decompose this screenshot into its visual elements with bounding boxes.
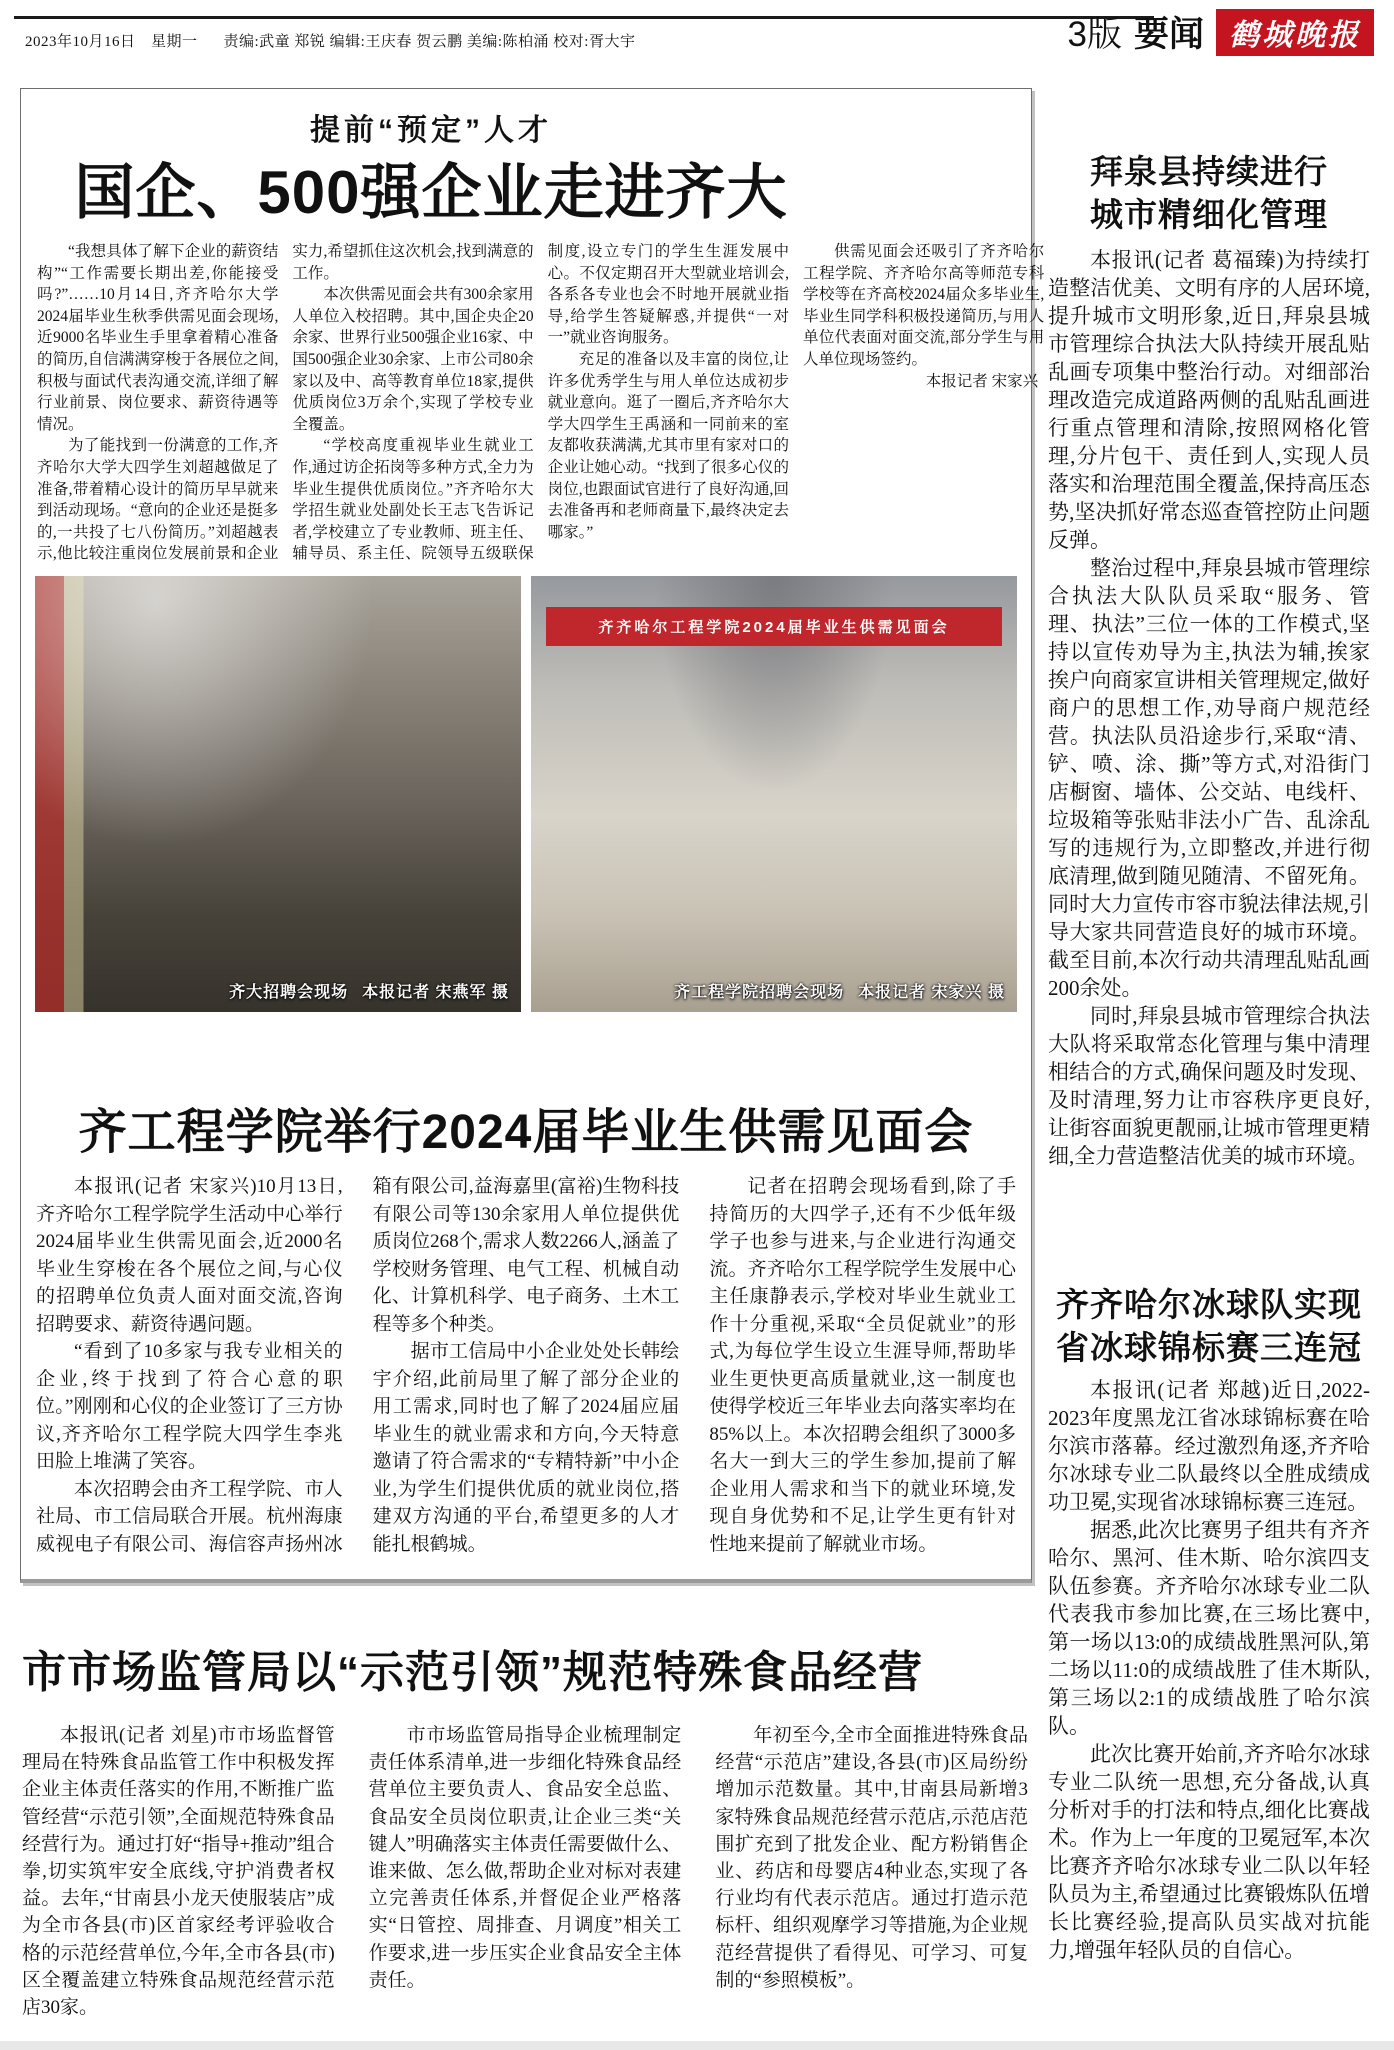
date-text: 2023年10月16日 星期一 [25, 34, 198, 50]
page-number: 3版 [1067, 15, 1122, 54]
title-line: 拜泉县持续进行 [1090, 153, 1328, 190]
newspaper-logo: 鹤城晚报 [1216, 9, 1374, 56]
sidebar-article2-title [1048, 1283, 1370, 1369]
title-line: 省冰球锦标赛三连冠 [1056, 1329, 1362, 1366]
photo-row [35, 576, 1017, 1012]
masthead-group [1068, 7, 1374, 57]
paragraph: 供需见面会还吸引了齐齐哈尔工程学院、齐齐哈尔高等师范专科学校等在齐高校2024届众多毕业生,毕业生同学科积极投递简历,与用人单位代表面对面交流,部分学生与用人单位现场签约。 [802, 243, 1045, 368]
section-label: 要闻 [1133, 15, 1204, 54]
article3-body [22, 1722, 1028, 2050]
paragraph: “学校高度重视毕业生就业工作,通过访企拓岗等多种方式,全力为毕业生提供优质岗位。”齐齐哈尔大学招生就业处副处长王志飞告诉记者,学校建立了专业教师、班主任、辅导员、系主任、院领导五级联保制度,设立专门的学生生涯发展中心。不仅定期召开大型就业培训会,各系各专业也会不时地开展就业指导,给学生答疑解惑,并提供“一对一”就业咨询服务。 [292, 243, 789, 563]
article1-body [37, 241, 1045, 577]
caption-text: 齐工程学院招聘会现场 [674, 984, 845, 1001]
paragraph: 本次招聘会由齐工程学院、市人社局、市工信局联合开展。杭州海康威视电子有限公司、海信容声扬州冰箱有限公司,益海嘉里(富裕)生物科技有限公司等130余家用人单位提供优质岗位268个,需求人数2266人,涵盖了学校财务管理、电气工程、机械自动化、计算机科学、电子商务、土木工程等多个种类。 [36, 1176, 680, 1555]
paragraph: 为了能找到一份满意的工作,齐齐哈尔大学大四学生刘超越做足了准备,带着精心设计的简历早早就来到活动现场。“意向的企业还是挺多的,一共投了七八份简历。”刘超越表示,他比较注重岗位发展前景和企业实力,希望抓住这次机会,找到满意的工作。 [37, 243, 534, 563]
top-articles-box [20, 88, 1045, 1583]
paragraph: 充足的准备以及丰富的岗位,让许多优秀学生与用人单位达成初步就业意向。逛了一圈后,齐齐哈尔大学大四学生王禹涵和一同前来的室友都收获满满,尤其市里有家对口的企业让她心动。“找到了很多心仪的岗位,也跟面试官进行了良好沟通,回去准备再和老师商量下,最终决定去哪家。” [547, 350, 789, 541]
title-line: 城市精细化管理 [1090, 196, 1328, 233]
photo-qigongcheng-jobfair [531, 576, 1017, 1012]
paragraph: 本报讯(记者 宋家兴)10月13日,齐齐哈尔工程学院学生活动中心举行2024届毕业生供需见面会,近2000名毕业生穿梭在各个展位之间,与心仪的招聘单位负责人面对面交流,咨询招聘要求、薪资待遇问题。 [36, 1176, 343, 1335]
paragraph: 据市工信局中小企业处处长韩绘宇介绍,此前局里了解了部分企业的用工需求,同时也了解了2024届应届毕业生的就业需求和方向,今天特意邀请了符合需求的“专精特新”中小企业,为学生们提供优质的就业岗位,搭建双方沟通的平台,希望更多的人才能扎根鹤城。 [372, 1341, 680, 1555]
paragraph: 本次供需见面会共有300余家用人单位入校招聘。其中,国企央企20余家、世界行业500强企业16家、中国500强企业30余家、上市公司80余家以及中、高等教育单位18家,提供优质岗位3万余个,实现了学校专业全覆盖。 [292, 286, 534, 433]
paragraph: “我想具体了解下企业的薪资结构”“工作需要长期出差,你能接受吗?”……10月14日,齐齐哈尔大学2024届毕业生秋季供需见面会现场,近9000名毕业生手里拿着精心准备的简历,自信满满穿梭于各展位之间,积极与面试代表沟通交流,详细了解行业前景、岗位要求、薪资待遇等情况。 [37, 243, 279, 433]
sidebar-article1-title [1048, 150, 1370, 236]
sidebar-article1-body [1048, 246, 1370, 1266]
header-rule [14, 16, 1154, 19]
paragraph: 此次比赛开始前,齐齐哈尔冰球专业二队统一思想,充分备战,认真分析对手的打法和特点,细化比赛战术。作为上一年度的卫冕冠军,本次比赛齐齐哈尔冰球专业二队以年轻队员为主,希望通过比赛锻炼队伍增长比赛经验,提高队员实战对抗能力,增强年轻队员的自信心。 [1048, 1742, 1370, 1962]
photo-caption [674, 979, 1005, 1002]
photo-credit: 本报记者 宋家兴 摄 [858, 984, 1005, 1001]
paragraph: 年初至今,全市全面推进特殊食品经营“示范店”建设,各县(市)区局纷纷增加示范数量。其中,甘南县局新增3家特殊食品规范经营示范店,示范店范围扩充到了批发企业、配方粉销售企业、药店和母婴店4种业态,实现了各行业均有代表示范店。通过打造示范标杆、组织观摩学习等措施,为企业规范经营提供了看得见、可学习、可复制的“参照模板”。 [715, 1725, 1028, 1991]
photo-qida-jobfair [35, 576, 521, 1012]
photo-banner-text: 齐齐哈尔工程学院2024届毕业生供需见面会 [546, 607, 1003, 646]
photo-credit: 本报记者 宋燕军 摄 [362, 984, 509, 1001]
header-dateline [25, 30, 635, 51]
paragraph: “看到了10多家与我专业相关的企业,终于找到了符合心意的职位。”刚刚和心仪的企业签订了三方协议,齐齐哈尔工程学院大四学生李兆田脸上堆满了笑容。 [36, 1341, 343, 1472]
sidebar-article2-body [1048, 1376, 1370, 2041]
title-line: 齐齐哈尔冰球队实现 [1056, 1286, 1362, 1323]
paragraph: 整治过程中,拜泉县城市管理综合执法大队队员采取“服务、管理、执法”三位一体的工作模式,坚持以宣传劝导为主,执法为辅,挨家挨户向商家宣讲相关管理规定,做好商户的思想工作,劝导商户规范经营。执法队员沿途步行,采取“清、铲、喷、涂、撕”等方式,对沿街门店橱窗、墙体、公交站、电线杆、垃圾箱等张贴非法小广告、乱涂乱写的违规行为,立即整改,并进行彻底清理,做到随见随清、不留死角。同时大力宣传市容市貌法律法规,引导大家共同营造良好的城市环境。截至目前,本次行动共清理乱贴乱画200余处。 [1048, 556, 1370, 1000]
paragraph: 同时,拜泉县城市管理综合执法大队将采取常态化管理与集中清理相结合的方式,确保问题及时发现、及时清理,努力让市容秩序更良好,让街容面貌更靓丽,让城市管理更精细,全力营造整洁优美的城市环境。 [1048, 1004, 1370, 1168]
photo-caption [229, 979, 509, 1002]
paragraph: 本报记者 宋家兴 [925, 372, 1039, 390]
paragraph: 市市场监管局指导企业梳理制定责任体系清单,进一步细化特殊食品经营单位主要负责人、食品安全总监、食品安全员岗位职责,让企业三类“关键人”明确落实主体责任需要做什么、谁来做、怎么做,帮助企业对标对表建立完善责任体系,并督促企业严格落实“日管控、周排查、月调度”相关工作要求,进一步压实企业食品安全主体责任。 [368, 1725, 682, 1991]
article1-headline: 国企、500强企业走进齐大 [74, 159, 788, 226]
caption-text: 齐大招聘会现场 [229, 984, 349, 1001]
article3 [22, 1636, 1028, 2050]
article1-kicker: 提前“预定”人才 [310, 114, 552, 147]
staff-credits: 责编:武童 郑锐 编辑:王庆春 贺云鹏 美编:陈柏涌 校对:胥大宇 [223, 34, 636, 50]
article2-headline: 齐工程学院举行2024届毕业生供需见面会 [78, 1106, 974, 1159]
paragraph: 本报讯(记者 葛福臻)为持续打造整洁优美、文明有序的人居环境,提升城市文明形象,近日,拜泉县城市管理综合执法大队持续开展乱贴乱画专项集中整治行动。对细部治理改造完成道路两侧的乱贴乱画进行重点管理和清除,按照网格化管理,分片包干、责任到人,实现人员落实和治理范围全覆盖,保持高压态势,坚决抓好常态巡查管控防止问题反弹。 [1048, 248, 1370, 552]
paragraph: 记者在招聘会现场看到,除了手持简历的大四学子,还有不少低年级学子也参与进来,与企业进行沟通交流。齐齐哈尔工程学院学生发展中心主任康静表示,学校对毕业生就业工作十分重视,采取“全员促就业”的形式,为每位学生设立生涯导师,帮助毕业生更快更高质量就业,这一制度也使得学校近三年毕业去向落实率均在85%以上。本次招聘会组织了3000多名大一到大三的学生参加,提前了解企业用人需求和当下的就业环境,发现自身优势和不足,让学生更有针对性地来提前了解就业市场。 [709, 1176, 1016, 1555]
article3-headline: 市市场监管局以“示范引领”规范特殊食品经营 [22, 1648, 923, 1697]
article2-body [36, 1173, 1016, 1565]
paragraph: 本报讯(记者 郑越)近日,2022-2023年度黑龙江省冰球锦标赛在哈尔滨市落幕。经过激烈角逐,齐齐哈尔冰球专业二队最终以全胜成绩成功卫冕,实现省冰球锦标赛三连冠。 [1048, 1378, 1370, 1514]
paragraph: 本报讯(记者 刘星)市市场监督管理局在特殊食品监管工作中积极发挥企业主体责任落实的作用,不断推广监管经营“示范引领”,全面规范特殊食品经营行为。通过打好“指导+推动”组合拳,切实筑牢安全底线,守护消费者权益。去年,“甘南县小龙天使服装店”成为全市各县(市)区首家经考评验收合格的示范经营单位,今年,全市各县(市)区全覆盖建立特殊食品规范经营示范店30家。 [22, 1725, 335, 2019]
paragraph: 据悉,此次比赛男子组共有齐齐哈尔、黑河、佳木斯、哈尔滨四支队伍参赛。齐齐哈尔冰球专业二队代表我市参加比赛,在三场比赛中,第一场以13:0的成绩战胜黑河队,第二场以11:0的成绩战胜了佳木斯队,第三场以2:1的成绩战胜了哈尔滨队。 [1048, 1518, 1370, 1738]
